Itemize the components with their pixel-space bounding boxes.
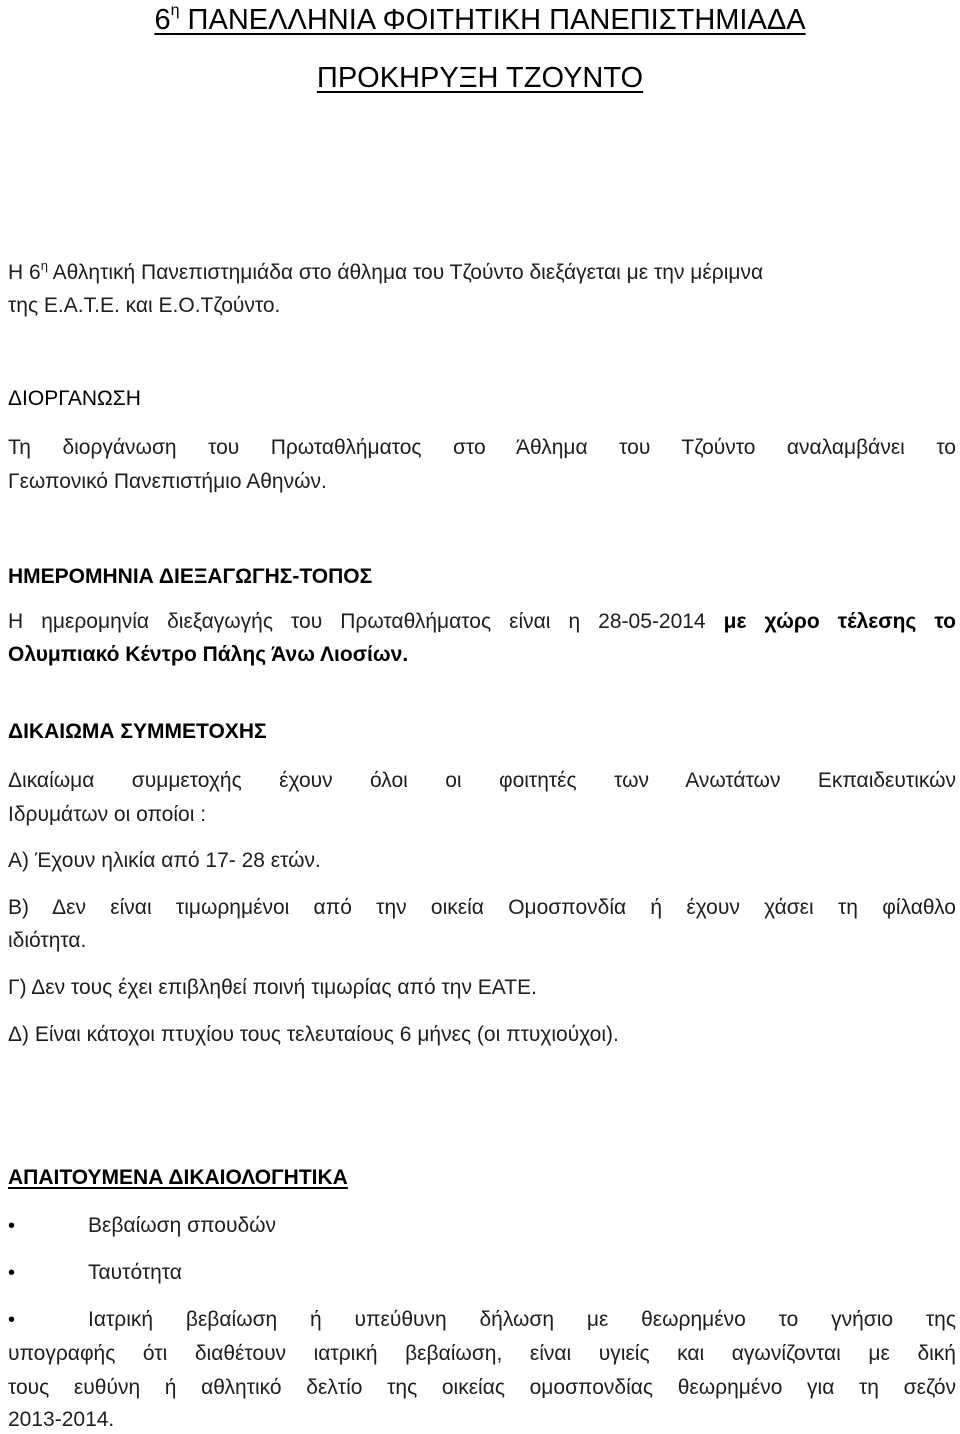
bullet-icon: •	[8, 1215, 16, 1237]
document-item-3-line3: τους ευθύνη ή αθλητικό δελτίο της οικείας ομοσπονδίας θεωρημένο για τη σεζόν	[8, 1376, 956, 1399]
date-venue-line1	[8, 608, 956, 636]
document-item-1: Βεβαίωση σπουδών	[88, 1214, 277, 1237]
document-item-3-line2: υπογραφής ότι διαθέτουν ιατρική βεβαίωση, είναι υγιείς και αγωνίζονται με δική	[8, 1342, 956, 1365]
date-venue-line1-plain: Η ημερομηνία διεξαγωγής του Πρωταθλήματος είναι η 28-05-2014	[8, 610, 724, 633]
eligibility-line2: Ιδρυμάτων οι οποίοι :	[8, 803, 207, 826]
organization-line2: Γεωπονικό Πανεπιστήμιο Αθηνών.	[8, 470, 327, 493]
criterion-d: Δ) Είναι κάτοχοι πτυχίου τους τελευταίους 6 μήνες (οι πτυχιούχοι).	[8, 1023, 619, 1046]
date-venue-line2: Ολυμπιακό Κέντρο Πάλης Άνω Λιοσίων.	[8, 643, 409, 666]
document-title-line1	[0, 2, 960, 38]
documents-heading: ΑΠΑΙΤΟΥΜΕΝΑ ΔΙΚΑΙΟΛΟΓΗΤΙΚΑ	[8, 1166, 348, 1189]
intro-prefix: Η 6	[8, 261, 41, 284]
title-ordinal-suffix: η	[170, 2, 180, 19]
title-number: 6	[154, 4, 171, 36]
intro-line1	[8, 259, 763, 287]
intro-ordinal-suffix: η	[40, 258, 48, 273]
date-venue-heading: ΗΜΕΡΟΜΗΝΙΑ ΔΙΕΞΑΓΩΓΗΣ-ΤΟΠΟΣ	[8, 565, 373, 588]
bullet-icon: •	[8, 1309, 16, 1331]
criterion-c: Γ) Δεν τους έχει επιβληθεί ποινή τιμωρίας από την ΕΑΤΕ.	[8, 976, 537, 999]
date-venue-line1-bold: με χώρο τέλεσης το	[723, 610, 956, 633]
bullet-icon: •	[8, 1262, 16, 1284]
organization-line1: Τη διοργάνωση του Πρωταθλήματος στο Άθλημα του Τζούντο αναλαμβάνει το	[8, 436, 956, 459]
organization-heading: ΔΙΟΡΓΑΝΩΣΗ	[8, 387, 141, 410]
eligibility-heading: ΔΙΚΑΙΩΜΑ ΣΥΜΜΕΤΟΧΗΣ	[8, 720, 267, 743]
document-item-2: Ταυτότητα	[88, 1261, 182, 1284]
criterion-a: Α) Έχουν ηλικία από 17- 28 ετών.	[8, 849, 321, 872]
eligibility-line1: Δικαίωμα συμμετοχής έχουν όλοι οι φοιτητές των Ανωτάτων Εκπαιδευτικών	[8, 769, 956, 792]
criterion-b-line2: ιδιότητα.	[8, 929, 87, 952]
intro-line2: της Ε.Α.Τ.Ε. και Ε.Ο.Τζούντο.	[8, 294, 281, 317]
criterion-b-line1: Β) Δεν είναι τιμωρημένοι από την οικεία Ομοσπονδία ή έχουν χάσει τη φίλαθλο	[8, 896, 956, 919]
document-item-3-line1: Ιατρική βεβαίωση ή υπεύθυνη δήλωση με θεωρημένο το γνήσιο της	[88, 1308, 956, 1331]
title-line1-text: ΠΑΝΕΛΛΗΝΙΑ ΦΟΙΤΗΤΙΚΗ ΠΑΝΕΠΙΣΤΗΜΙΑΔΑ	[179, 4, 806, 36]
document-item-3-line4: 2013-2014.	[8, 1408, 115, 1431]
intro-line1-text: Αθλητική Πανεπιστημιάδα στο άθλημα του Τζούντο διεξάγεται με την μέριμνα	[47, 261, 764, 284]
document-title-line2: ΠΡΟΚΗΡΥΞΗ ΤΖΟΥΝΤΟ	[316, 62, 644, 94]
